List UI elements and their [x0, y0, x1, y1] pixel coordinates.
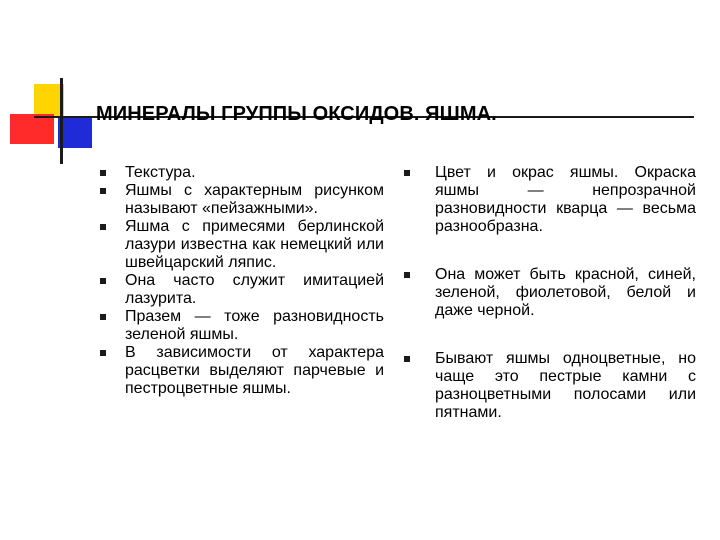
- list-item: [100, 182, 384, 218]
- list-item-text: Бывают яшмы одноцветные, но чаще это пестрые камни с разноцветными полосами или пятнами.: [435, 350, 696, 421]
- list-item: [404, 164, 696, 236]
- square-bullet-icon: [100, 350, 106, 356]
- color-heading: Цвет и окрас яшмы.: [435, 164, 619, 181]
- list-item: [100, 344, 384, 398]
- list-item: [100, 272, 384, 308]
- list-item: [404, 266, 696, 320]
- square-bullet-icon: [404, 356, 410, 362]
- decorative-vertical-line: [60, 78, 63, 164]
- square-bullet-icon: [100, 278, 106, 284]
- list-item: [404, 350, 696, 422]
- list-item: [100, 218, 384, 272]
- square-bullet-icon: [404, 170, 410, 176]
- list-item: [100, 164, 384, 182]
- list-item-text: Она часто служит имитацией лазурита.: [125, 272, 384, 307]
- square-bullet-icon: [100, 314, 106, 320]
- decorative-red-square: [10, 114, 54, 144]
- list-item-text: Празем — тоже разновидность зеленой яшмы.: [125, 308, 384, 343]
- square-bullet-icon: [100, 224, 106, 230]
- slide-title: МИНЕРАЛЫ ГРУППЫ ОКСИДОВ. ЯШМА.: [96, 103, 497, 125]
- square-bullet-icon: [100, 170, 106, 176]
- left-bullet-list: [100, 164, 384, 398]
- list-item-text: В зависимости от характера расцветки выделяют парчевые и пестроцветные яшмы.: [125, 344, 384, 397]
- list-item-text: Она может быть красной, синей, зеленой, фиолетовой, белой и даже черной.: [435, 266, 696, 319]
- list-item-text: Яшма с примесями берлинской лазури известна как немецкий или швейцарский ляпис.: [125, 218, 384, 271]
- list-item-text: Окраска яшмы — непрозрачной разновидности кварца — весьма разнообразна.: [435, 164, 696, 235]
- list-item: [100, 308, 384, 344]
- decorative-blue-square: [58, 118, 92, 148]
- list-item-text: Текстура.: [125, 164, 196, 181]
- square-bullet-icon: [404, 272, 410, 278]
- right-bullet-list: [404, 164, 696, 422]
- square-bullet-icon: [100, 188, 106, 194]
- list-item-text: Яшмы с характерным рисунком называют «пейзажными».: [125, 182, 384, 217]
